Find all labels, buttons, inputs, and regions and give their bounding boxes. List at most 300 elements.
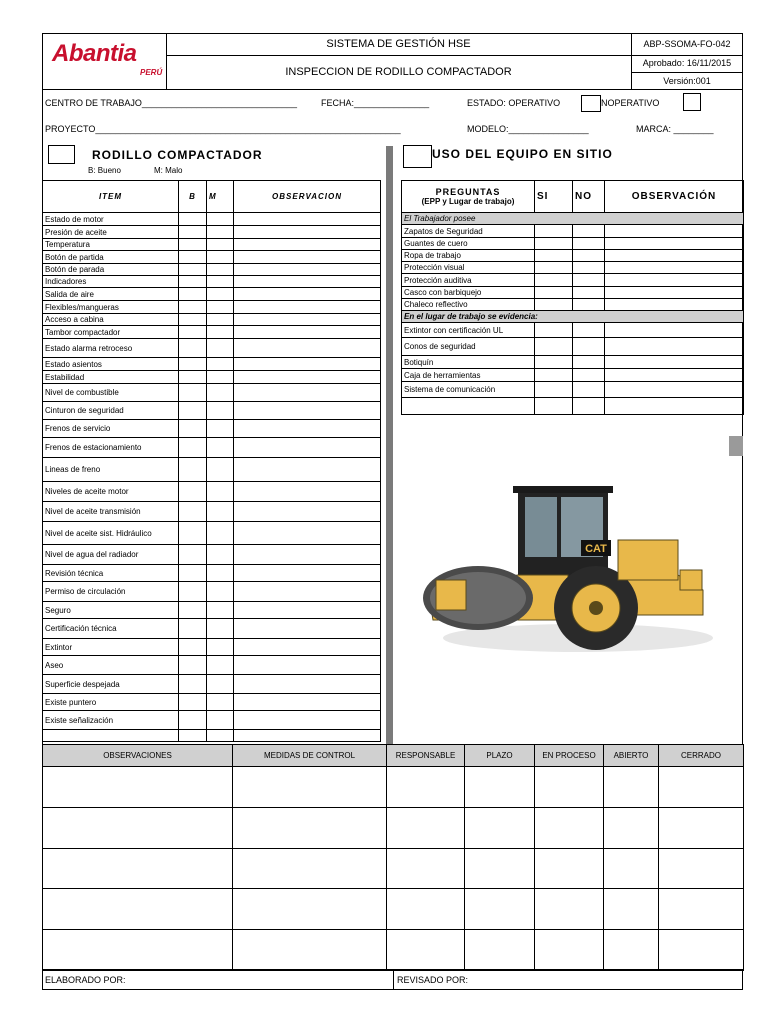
compactor-good-cell[interactable] bbox=[179, 402, 207, 420]
compactor-observation-cell[interactable] bbox=[234, 545, 381, 565]
findings-cell[interactable] bbox=[233, 930, 387, 971]
logo-text: Abantia bbox=[52, 40, 137, 67]
compactor-good-cell[interactable] bbox=[179, 371, 207, 384]
findings-cell[interactable] bbox=[43, 849, 233, 889]
findings-cell[interactable] bbox=[43, 930, 233, 971]
compactor-good-cell[interactable] bbox=[179, 656, 207, 675]
compactor-item-label: Existe puntero bbox=[43, 694, 179, 711]
compactor-item-row bbox=[43, 438, 381, 458]
compactor-bad-cell[interactable] bbox=[207, 730, 234, 742]
findings-cell[interactable] bbox=[604, 930, 659, 971]
compactor-item-row bbox=[43, 314, 381, 326]
compactor-observation-cell[interactable] bbox=[234, 458, 381, 482]
prepared-by-field[interactable]: ELABORADO POR: bbox=[45, 975, 126, 985]
findings-cell[interactable] bbox=[465, 767, 535, 808]
compactor-bad-cell[interactable] bbox=[207, 420, 234, 438]
question-label: Ropa de trabajo bbox=[402, 250, 535, 262]
compactor-good-cell[interactable] bbox=[179, 301, 207, 314]
question-no-cell[interactable] bbox=[573, 225, 605, 238]
findings-cell[interactable] bbox=[387, 930, 465, 971]
compactor-good-cell[interactable] bbox=[179, 730, 207, 742]
compactor-good-cell[interactable] bbox=[179, 545, 207, 565]
findings-cell[interactable] bbox=[659, 930, 744, 971]
findings-row bbox=[43, 808, 744, 849]
findings-column-header: PLAZO bbox=[465, 745, 535, 767]
question-row bbox=[402, 287, 744, 299]
work-center-field[interactable]: CENTRO DE TRABAJO_______________________________ bbox=[45, 98, 298, 108]
question-observation-cell[interactable] bbox=[605, 238, 744, 250]
questions-sublabel: (EPP y Lugar de trabajo) bbox=[421, 197, 515, 206]
reviewed-by-field[interactable]: REVISADO POR: bbox=[397, 975, 469, 985]
findings-cell[interactable] bbox=[535, 849, 604, 889]
compactor-observation-cell[interactable] bbox=[234, 226, 381, 239]
compactor-bad-cell[interactable] bbox=[207, 602, 234, 619]
compactor-observation-cell[interactable] bbox=[234, 694, 381, 711]
compactor-observation-cell[interactable] bbox=[234, 251, 381, 264]
question-label: Protección visual bbox=[402, 262, 535, 274]
findings-cell[interactable] bbox=[387, 849, 465, 889]
compactor-observation-cell[interactable] bbox=[234, 402, 381, 420]
compactor-bad-cell[interactable] bbox=[207, 694, 234, 711]
compactor-observation-cell[interactable] bbox=[234, 482, 381, 502]
compactor-bad-cell[interactable] bbox=[207, 639, 234, 656]
compactor-item-label: Superficie despejada bbox=[43, 675, 179, 694]
compactor-observation-cell[interactable] bbox=[234, 339, 381, 358]
findings-cell[interactable] bbox=[233, 889, 387, 930]
question-group-label: En el lugar de trabajo se evidencia: bbox=[402, 311, 744, 323]
approved-date: Aprobado: 16/11/2015 bbox=[642, 58, 732, 68]
compactor-item-row bbox=[43, 675, 381, 694]
findings-cell[interactable] bbox=[387, 808, 465, 849]
compactor-observation-cell[interactable] bbox=[234, 276, 381, 288]
compactor-bad-cell[interactable] bbox=[207, 314, 234, 326]
question-row bbox=[402, 299, 744, 311]
question-observation-cell[interactable] bbox=[605, 356, 744, 369]
findings-cell[interactable] bbox=[465, 930, 535, 971]
question-no-cell[interactable] bbox=[573, 369, 605, 382]
col-item-header: ITEM bbox=[43, 181, 179, 213]
compactor-observation-cell[interactable] bbox=[234, 239, 381, 251]
date-field[interactable]: FECHA:_______________ bbox=[321, 98, 430, 108]
compactor-observation-cell[interactable] bbox=[234, 675, 381, 694]
findings-row bbox=[43, 889, 744, 930]
compactor-item-row bbox=[43, 694, 381, 711]
compactor-observation-cell[interactable] bbox=[234, 602, 381, 619]
site-use-title: USO DEL EQUIPO EN SITIO bbox=[432, 147, 613, 161]
findings-cell[interactable] bbox=[659, 889, 744, 930]
compactor-item-label: Lineas de freno bbox=[43, 458, 179, 482]
compactor-bad-cell[interactable] bbox=[207, 384, 234, 402]
question-no-cell[interactable] bbox=[573, 287, 605, 299]
compactor-item-label: Revisión técnica bbox=[43, 565, 179, 582]
compactor-item-label: Nivel de aceite transmisión bbox=[43, 502, 179, 522]
project-field[interactable]: PROYECTO_____________________________________________________________ bbox=[45, 124, 401, 134]
findings-cell[interactable] bbox=[43, 808, 233, 849]
findings-cell[interactable] bbox=[604, 889, 659, 930]
compactor-item-row bbox=[43, 358, 381, 371]
brand-field[interactable]: MARCA: ________ bbox=[636, 124, 714, 134]
company-logo bbox=[52, 40, 162, 84]
question-yes-cell[interactable] bbox=[535, 356, 573, 369]
compactor-item-row bbox=[43, 402, 381, 420]
findings-column-header: OBSERVACIONES bbox=[43, 745, 233, 767]
compactor-header-table bbox=[42, 180, 381, 213]
question-row bbox=[402, 274, 744, 287]
compactor-bad-cell[interactable] bbox=[207, 251, 234, 264]
findings-cell[interactable] bbox=[659, 767, 744, 808]
compactor-bad-cell[interactable] bbox=[207, 239, 234, 251]
question-no-cell[interactable] bbox=[573, 338, 605, 356]
compactor-good-cell[interactable] bbox=[179, 358, 207, 371]
compactor-bad-cell[interactable] bbox=[207, 619, 234, 639]
findings-cell[interactable] bbox=[659, 808, 744, 849]
question-row bbox=[402, 225, 744, 238]
compactor-observation-cell[interactable] bbox=[234, 438, 381, 458]
compactor-checklist-table bbox=[42, 212, 381, 742]
findings-cell[interactable] bbox=[604, 767, 659, 808]
compactor-item-row bbox=[43, 730, 381, 742]
status-operative-label: ESTADO: OPERATIVO bbox=[467, 98, 561, 108]
compactor-good-cell[interactable] bbox=[179, 264, 207, 276]
compactor-bad-cell[interactable] bbox=[207, 276, 234, 288]
compactor-observation-cell[interactable] bbox=[234, 301, 381, 314]
question-yes-cell[interactable] bbox=[535, 338, 573, 356]
question-no-cell[interactable] bbox=[573, 356, 605, 369]
compactor-item-row bbox=[43, 239, 381, 251]
compactor-observation-cell[interactable] bbox=[234, 656, 381, 675]
col-observation-header: OBSERVACION bbox=[234, 181, 381, 213]
compactor-good-cell[interactable] bbox=[179, 619, 207, 639]
compactor-observation-cell[interactable] bbox=[234, 582, 381, 602]
question-yes-cell[interactable] bbox=[535, 369, 573, 382]
compactor-item-label: Flexibles/mangueras bbox=[43, 301, 179, 314]
compactor-item-label: Salida de aire bbox=[43, 288, 179, 301]
findings-cell[interactable] bbox=[233, 849, 387, 889]
status-inoperative-label: NOPERATIVO bbox=[601, 98, 660, 108]
question-row bbox=[402, 356, 744, 369]
compactor-item-label: Nivel de combustible bbox=[43, 384, 179, 402]
legend-good: B: Bueno bbox=[88, 166, 121, 175]
compactor-good-cell[interactable] bbox=[179, 226, 207, 239]
compactor-bad-cell[interactable] bbox=[207, 502, 234, 522]
compactor-good-cell[interactable] bbox=[179, 522, 207, 545]
inoperative-checkbox[interactable] bbox=[683, 93, 701, 111]
question-observation-cell[interactable] bbox=[605, 338, 744, 356]
compactor-item-label: Extintor bbox=[43, 639, 179, 656]
compactor-item-row bbox=[43, 213, 381, 226]
compactor-item-label: Aseo bbox=[43, 656, 179, 675]
question-observation-cell[interactable] bbox=[605, 323, 744, 338]
findings-row bbox=[43, 930, 744, 971]
compactor-bad-cell[interactable] bbox=[207, 288, 234, 301]
question-yes-cell[interactable] bbox=[535, 299, 573, 311]
compactor-good-cell[interactable] bbox=[179, 314, 207, 326]
question-no-cell[interactable] bbox=[573, 398, 605, 415]
compactor-bad-cell[interactable] bbox=[207, 301, 234, 314]
compactor-bad-cell[interactable] bbox=[207, 582, 234, 602]
compactor-item-label: Permiso de circulación bbox=[43, 582, 179, 602]
findings-header-row bbox=[43, 745, 744, 767]
question-label: Protección auditiva bbox=[402, 274, 535, 287]
findings-cell[interactable] bbox=[535, 889, 604, 930]
compactor-observation-cell[interactable] bbox=[234, 384, 381, 402]
compactor-good-cell[interactable] bbox=[179, 251, 207, 264]
question-row bbox=[402, 338, 744, 356]
compactor-item-row bbox=[43, 582, 381, 602]
compactor-checkbox[interactable] bbox=[48, 145, 75, 164]
question-label: Guantes de cuero bbox=[402, 238, 535, 250]
compactor-item-label: Estado asientos bbox=[43, 358, 179, 371]
version-label: Versión:001 bbox=[663, 76, 711, 86]
compactor-item-label: Frenos de estacionamiento bbox=[43, 438, 179, 458]
roller-compactor-image bbox=[418, 480, 718, 660]
compactor-observation-cell[interactable] bbox=[234, 565, 381, 582]
findings-row bbox=[43, 767, 744, 808]
question-no-cell[interactable] bbox=[573, 238, 605, 250]
compactor-item-label: Estado de motor bbox=[43, 213, 179, 226]
findings-cell[interactable] bbox=[604, 808, 659, 849]
brand-badge-text: CAT bbox=[585, 543, 607, 555]
compactor-bad-cell[interactable] bbox=[207, 545, 234, 565]
question-no-cell[interactable] bbox=[573, 250, 605, 262]
question-observation-cell[interactable] bbox=[605, 225, 744, 238]
site-use-header-table bbox=[401, 180, 744, 213]
compactor-item-row bbox=[43, 326, 381, 339]
findings-cell[interactable] bbox=[387, 767, 465, 808]
question-label: Sistema de comunicación bbox=[402, 382, 535, 398]
compactor-good-cell[interactable] bbox=[179, 213, 207, 226]
legend-bad: M: Malo bbox=[154, 166, 183, 175]
findings-cell[interactable] bbox=[535, 930, 604, 971]
operative-checkbox[interactable] bbox=[581, 95, 601, 112]
question-yes-cell[interactable] bbox=[535, 225, 573, 238]
question-observation-cell[interactable] bbox=[605, 250, 744, 262]
findings-table bbox=[42, 744, 744, 971]
question-yes-cell[interactable] bbox=[535, 250, 573, 262]
findings-column-header: MEDIDAS DE CONTROL bbox=[233, 745, 387, 767]
compactor-good-cell[interactable] bbox=[179, 384, 207, 402]
compactor-bad-cell[interactable] bbox=[207, 326, 234, 339]
compactor-observation-cell[interactable] bbox=[234, 326, 381, 339]
compactor-observation-cell[interactable] bbox=[234, 619, 381, 639]
compactor-bad-cell[interactable] bbox=[207, 226, 234, 239]
compactor-bad-cell[interactable] bbox=[207, 711, 234, 730]
compactor-good-cell[interactable] bbox=[179, 458, 207, 482]
question-observation-cell[interactable] bbox=[605, 299, 744, 311]
site-use-checklist-table bbox=[401, 212, 744, 415]
compactor-observation-cell[interactable] bbox=[234, 711, 381, 730]
findings-column-header: RESPONSABLE bbox=[387, 745, 465, 767]
compactor-good-cell[interactable] bbox=[179, 326, 207, 339]
compactor-observation-cell[interactable] bbox=[234, 502, 381, 522]
compactor-item-row bbox=[43, 522, 381, 545]
compactor-observation-cell[interactable] bbox=[234, 730, 381, 742]
question-row bbox=[402, 250, 744, 262]
compactor-item-row bbox=[43, 656, 381, 675]
question-label: Extintor con certificación UL bbox=[402, 323, 535, 338]
document-code: ABP-SSOMA-FO-042 bbox=[643, 39, 731, 49]
question-label: Casco con barbiquejo bbox=[402, 287, 535, 299]
compactor-good-cell[interactable] bbox=[179, 239, 207, 251]
compactor-item-label bbox=[43, 730, 179, 742]
findings-column-header: EN PROCESO bbox=[535, 745, 604, 767]
findings-cell[interactable] bbox=[465, 889, 535, 930]
compactor-title: RODILLO COMPACTADOR bbox=[92, 148, 263, 162]
question-no-cell[interactable] bbox=[573, 382, 605, 398]
compactor-item-row bbox=[43, 384, 381, 402]
col-observation-header-right: OBSERVACIÓN bbox=[605, 181, 744, 213]
findings-cell[interactable] bbox=[43, 889, 233, 930]
compactor-bad-cell[interactable] bbox=[207, 438, 234, 458]
compactor-good-cell[interactable] bbox=[179, 675, 207, 694]
compactor-good-cell[interactable] bbox=[179, 502, 207, 522]
compactor-observation-cell[interactable] bbox=[234, 288, 381, 301]
compactor-bad-cell[interactable] bbox=[207, 675, 234, 694]
col-no-header: NO bbox=[573, 181, 605, 213]
question-no-cell[interactable] bbox=[573, 262, 605, 274]
compactor-bad-cell[interactable] bbox=[207, 358, 234, 371]
compactor-item-row bbox=[43, 301, 381, 314]
findings-cell[interactable] bbox=[233, 808, 387, 849]
compactor-item-row bbox=[43, 602, 381, 619]
compactor-good-cell[interactable] bbox=[179, 602, 207, 619]
compactor-item-row bbox=[43, 276, 381, 288]
compactor-item-row bbox=[43, 371, 381, 384]
compactor-item-label: Tambor compactador bbox=[43, 326, 179, 339]
compactor-observation-cell[interactable] bbox=[234, 639, 381, 656]
question-yes-cell[interactable] bbox=[535, 382, 573, 398]
question-label: Chaleco reflectivo bbox=[402, 299, 535, 311]
question-no-cell[interactable] bbox=[573, 323, 605, 338]
compactor-bad-cell[interactable] bbox=[207, 656, 234, 675]
compactor-item-row bbox=[43, 545, 381, 565]
compactor-observation-cell[interactable] bbox=[234, 264, 381, 276]
col-questions-header bbox=[402, 181, 535, 213]
compactor-bad-cell[interactable] bbox=[207, 213, 234, 226]
question-row bbox=[402, 369, 744, 382]
question-group-label: El Trabajador posee bbox=[402, 213, 744, 225]
compactor-item-label: Frenos de servicio bbox=[43, 420, 179, 438]
compactor-observation-cell[interactable] bbox=[234, 314, 381, 326]
section-divider bbox=[386, 146, 393, 745]
findings-cell[interactable] bbox=[535, 767, 604, 808]
question-no-cell[interactable] bbox=[573, 299, 605, 311]
compactor-item-label: Existe señalización bbox=[43, 711, 179, 730]
compactor-item-row bbox=[43, 502, 381, 522]
compactor-good-cell[interactable] bbox=[179, 288, 207, 301]
findings-cell[interactable] bbox=[659, 849, 744, 889]
system-title: SISTEMA DE GESTIÓN HSE bbox=[326, 38, 471, 50]
compactor-item-row bbox=[43, 565, 381, 582]
question-observation-cell[interactable] bbox=[605, 262, 744, 274]
compactor-item-label: Seguro bbox=[43, 602, 179, 619]
cab-roof bbox=[513, 486, 613, 493]
compactor-bad-cell[interactable] bbox=[207, 339, 234, 358]
compactor-bad-cell[interactable] bbox=[207, 371, 234, 384]
compactor-item-row bbox=[43, 226, 381, 239]
question-row bbox=[402, 238, 744, 250]
compactor-bad-cell[interactable] bbox=[207, 565, 234, 582]
question-label: Caja de herramientas bbox=[402, 369, 535, 382]
col-yes-header: SI bbox=[535, 181, 573, 213]
compactor-good-cell[interactable] bbox=[179, 565, 207, 582]
question-yes-cell[interactable] bbox=[535, 398, 573, 415]
compactor-observation-cell[interactable] bbox=[234, 358, 381, 371]
compactor-bad-cell[interactable] bbox=[207, 458, 234, 482]
question-yes-cell[interactable] bbox=[535, 323, 573, 338]
model-field[interactable]: MODELO:________________ bbox=[467, 124, 589, 134]
findings-cell[interactable] bbox=[233, 767, 387, 808]
compactor-good-cell[interactable] bbox=[179, 639, 207, 656]
question-yes-cell[interactable] bbox=[535, 262, 573, 274]
question-label: Zapatos de Seguridad bbox=[402, 225, 535, 238]
question-row bbox=[402, 398, 744, 415]
question-no-cell[interactable] bbox=[573, 274, 605, 287]
question-yes-cell[interactable] bbox=[535, 274, 573, 287]
compactor-good-cell[interactable] bbox=[179, 276, 207, 288]
findings-cell[interactable] bbox=[43, 767, 233, 808]
compactor-good-cell[interactable] bbox=[179, 694, 207, 711]
question-observation-cell[interactable] bbox=[605, 369, 744, 382]
compactor-good-cell[interactable] bbox=[179, 711, 207, 730]
compactor-observation-cell[interactable] bbox=[234, 420, 381, 438]
compactor-item-label: Nivel de aceite sist. Hidráulico bbox=[43, 522, 179, 545]
compactor-good-cell[interactable] bbox=[179, 482, 207, 502]
question-observation-cell[interactable] bbox=[605, 398, 744, 415]
compactor-item-row bbox=[43, 639, 381, 656]
compactor-item-label: Botón de parada bbox=[43, 264, 179, 276]
question-label: Conos de seguridad bbox=[402, 338, 535, 356]
compactor-item-row bbox=[43, 711, 381, 730]
findings-cell[interactable] bbox=[535, 808, 604, 849]
question-observation-cell[interactable] bbox=[605, 287, 744, 299]
site-use-checkbox[interactable] bbox=[403, 145, 432, 168]
form-title: INSPECCION DE RODILLO COMPACTADOR bbox=[285, 66, 512, 78]
question-row bbox=[402, 262, 744, 274]
compactor-bad-cell[interactable] bbox=[207, 264, 234, 276]
compactor-observation-cell[interactable] bbox=[234, 213, 381, 226]
compactor-item-row bbox=[43, 264, 381, 276]
question-observation-cell[interactable] bbox=[605, 274, 744, 287]
compactor-item-label: Presión de aceite bbox=[43, 226, 179, 239]
compactor-observation-cell[interactable] bbox=[234, 371, 381, 384]
findings-cell[interactable] bbox=[604, 849, 659, 889]
col-m-header: M bbox=[207, 181, 234, 213]
compactor-item-row bbox=[43, 288, 381, 301]
compactor-item-label: Estado alarma retroceso bbox=[43, 339, 179, 358]
compactor-bad-cell[interactable] bbox=[207, 522, 234, 545]
compactor-good-cell[interactable] bbox=[179, 438, 207, 458]
compactor-good-cell[interactable] bbox=[179, 339, 207, 358]
question-observation-cell[interactable] bbox=[605, 382, 744, 398]
question-group-row bbox=[402, 213, 744, 225]
compactor-bad-cell[interactable] bbox=[207, 402, 234, 420]
compactor-bad-cell[interactable] bbox=[207, 482, 234, 502]
findings-cell[interactable] bbox=[465, 849, 535, 889]
compactor-observation-cell[interactable] bbox=[234, 522, 381, 545]
compactor-item-label: Cinturon de seguridad bbox=[43, 402, 179, 420]
question-yes-cell[interactable] bbox=[535, 238, 573, 250]
compactor-good-cell[interactable] bbox=[179, 420, 207, 438]
questions-label: PREGUNTAS bbox=[435, 187, 501, 197]
question-label bbox=[402, 398, 535, 415]
question-row bbox=[402, 382, 744, 398]
compactor-good-cell[interactable] bbox=[179, 582, 207, 602]
findings-cell[interactable] bbox=[465, 808, 535, 849]
question-yes-cell[interactable] bbox=[535, 287, 573, 299]
findings-cell[interactable] bbox=[387, 889, 465, 930]
compactor-item-label: Botón de partida bbox=[43, 251, 179, 264]
